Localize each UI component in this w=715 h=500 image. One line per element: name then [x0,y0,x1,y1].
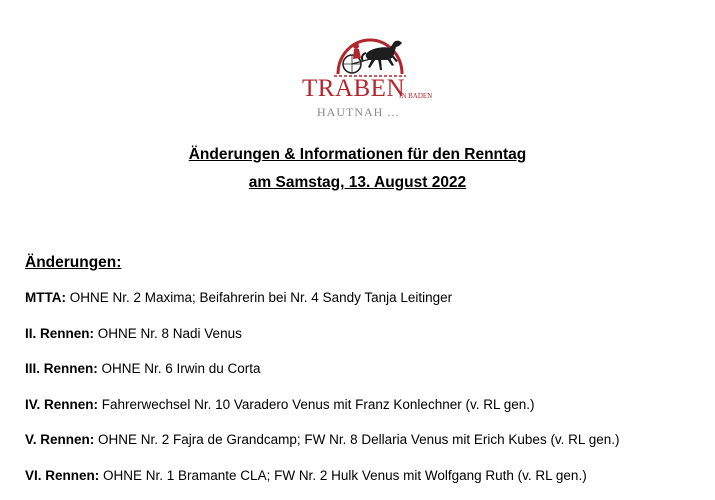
change-entry [25,327,242,341]
entry-text: Fahrerwechsel Nr. 10 Varadero Venus mit Franz Konlechner (v. RL gen.) [98,397,535,412]
logo-wordmark: TRABEN [302,75,405,102]
entry-text: OHNE Nr. 2 Maxima; Beifahrerin bei Nr. 4 Sandy Tanja Leitinger [65,290,453,305]
change-entry [25,398,534,412]
page-title: Änderungen & Informationen für den Renntag [188,146,527,163]
page-subtitle-date: am Samstag, 13. August 2022 [248,174,467,191]
entry-label: III. Rennen: [25,361,98,376]
trotting-horse-sulky-icon [332,34,408,80]
change-entry [25,469,587,483]
entry-label: MTTA: [25,290,66,305]
change-entry [25,291,452,305]
entry-text: OHNE Nr. 8 Nadi Venus [94,326,242,341]
entry-text: OHNE Nr. 6 Irwin du Corta [97,361,261,376]
entry-label: IV. Rennen: [25,397,99,412]
logo-tagline: HAUTNAH ... [317,105,400,119]
entry-label: II. Rennen: [25,326,95,341]
change-entry [25,433,619,447]
logo-region: IN BADEN [399,92,433,100]
entry-label: V. Rennen: [25,432,95,447]
section-heading-changes: Änderungen: [25,254,122,271]
entry-text: OHNE Nr. 1 Bramante CLA; FW Nr. 2 Hulk Venus mit Wolfgang Ruth (v. RL gen.) [99,468,587,483]
change-entry [25,362,261,376]
entry-label: VI. Rennen: [25,468,100,483]
entry-text: OHNE Nr. 2 Fajra de Grandcamp; FW Nr. 8 Dellaria Venus mit Erich Kubes (v. RL gen.) [94,432,620,447]
logo [298,34,438,124]
